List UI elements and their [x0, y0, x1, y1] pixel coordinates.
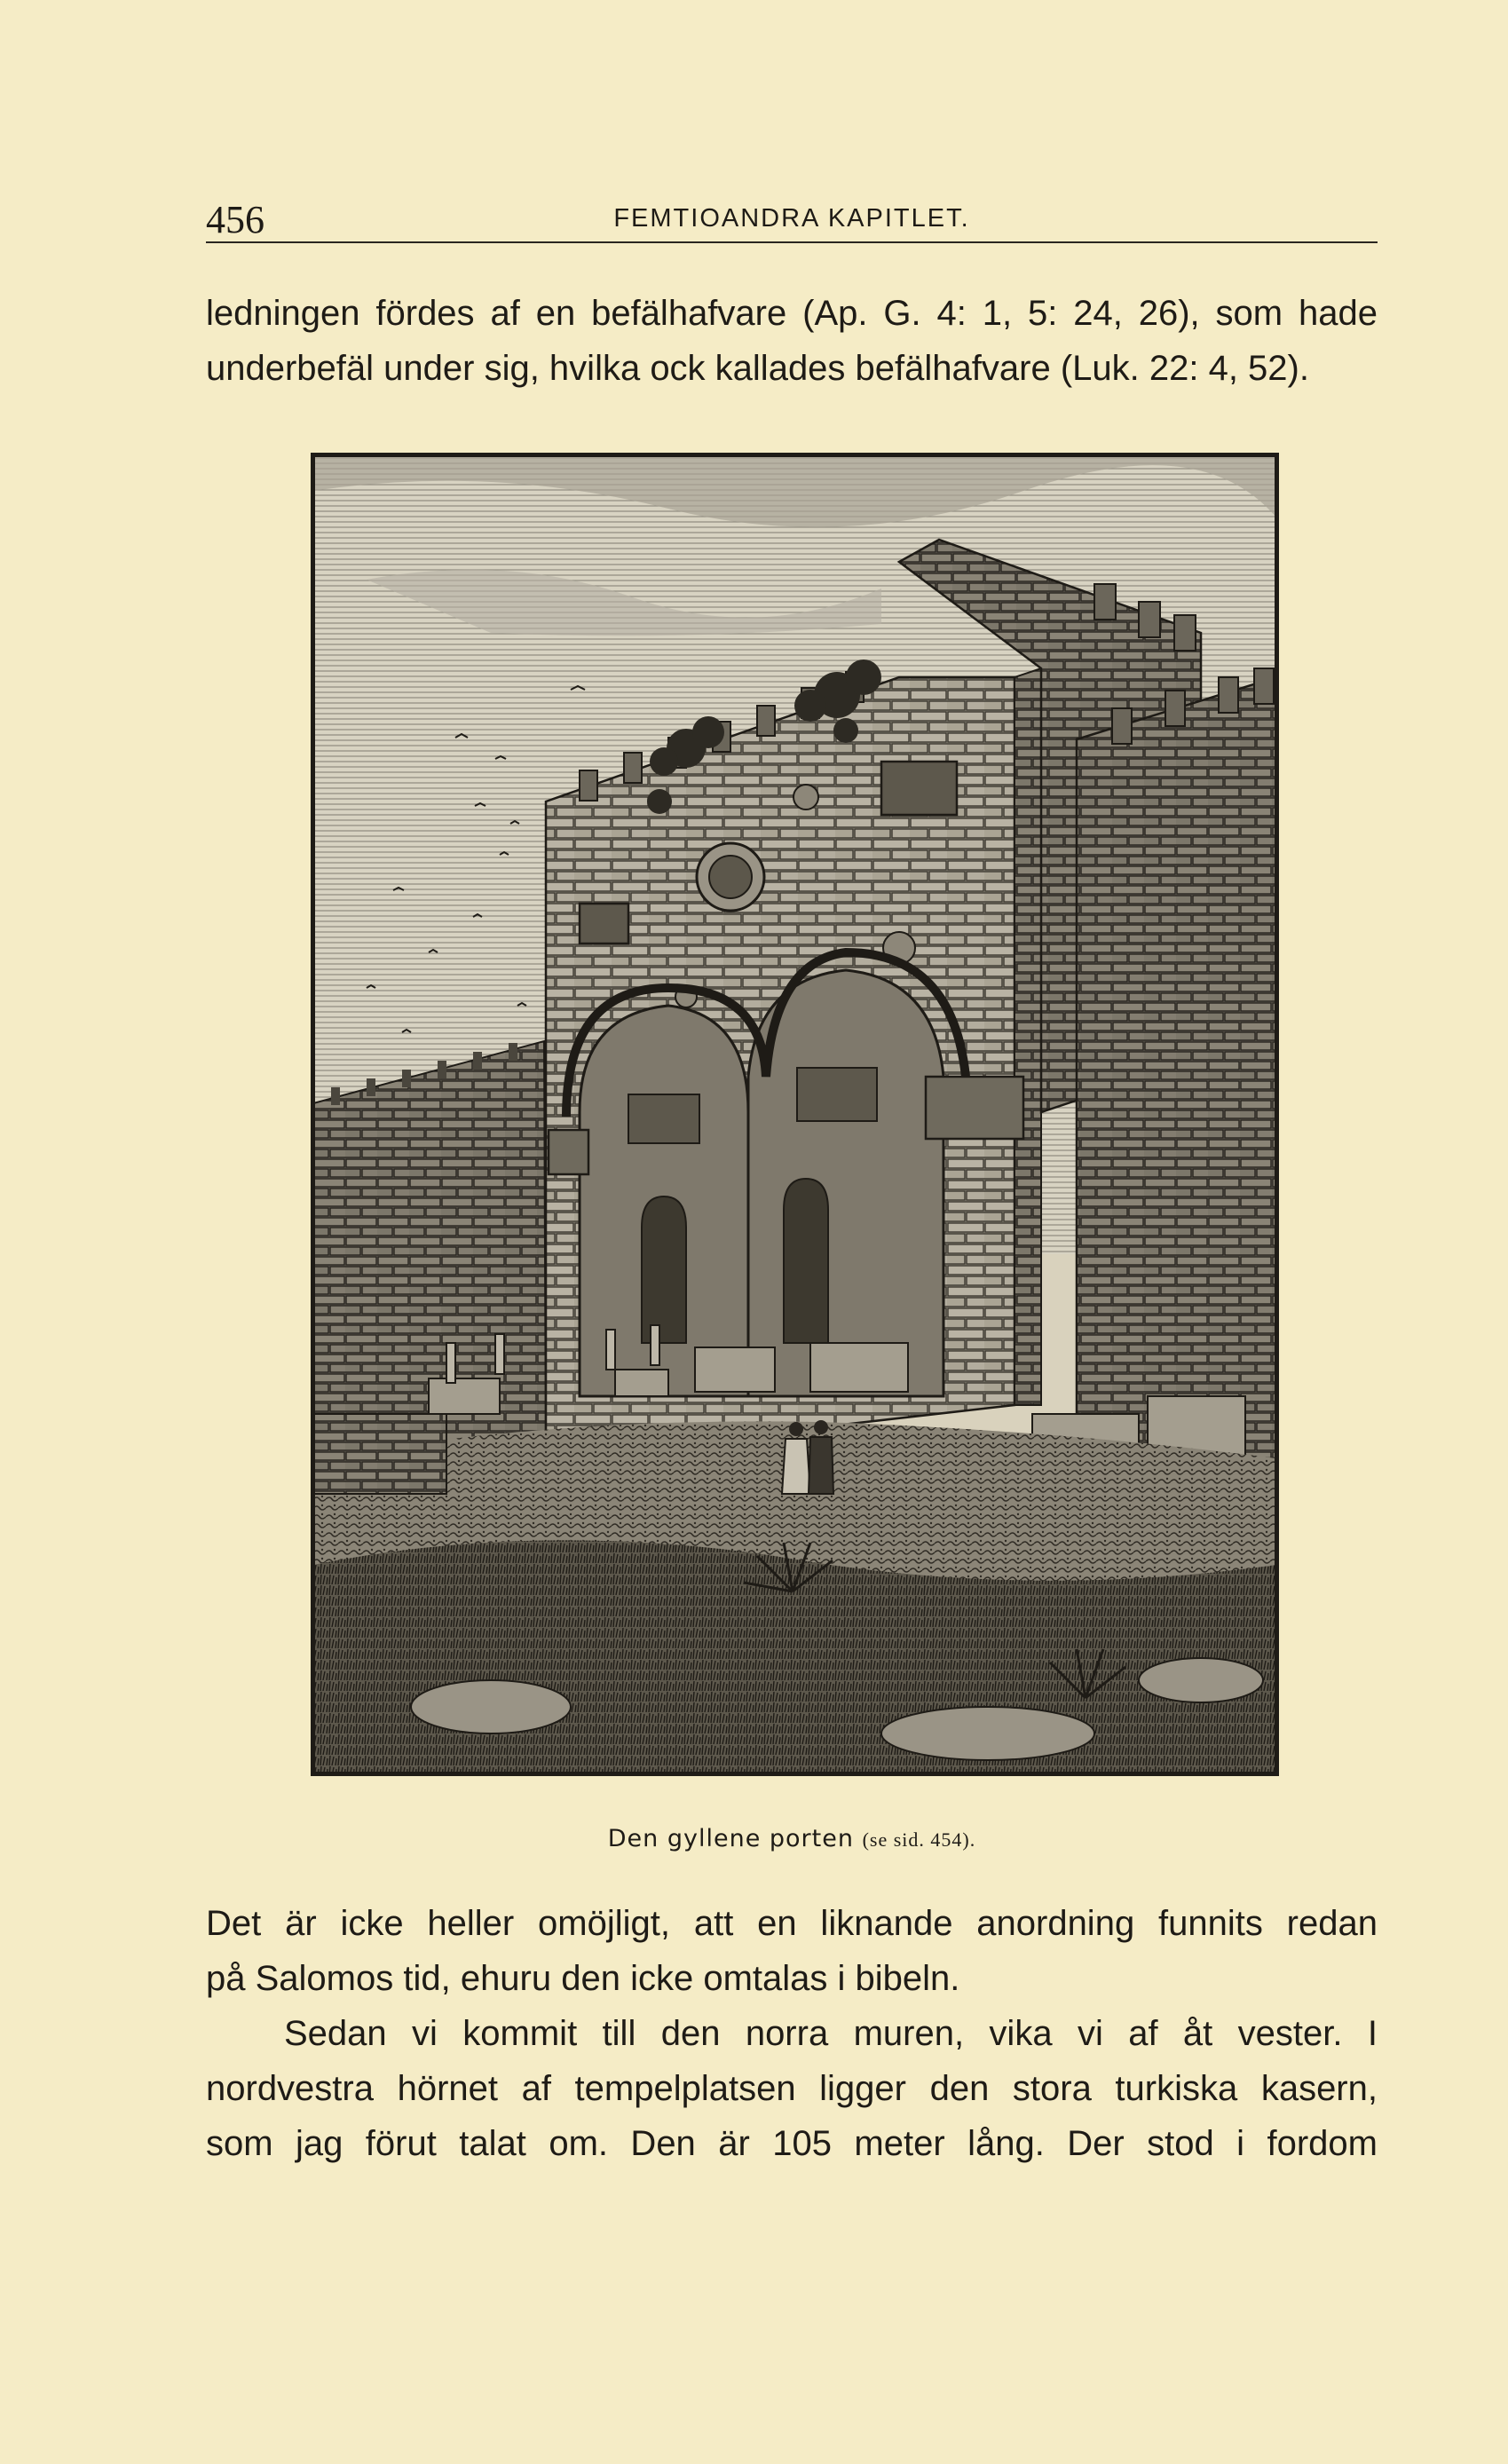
caption-title: Den gyllene porten [607, 1825, 854, 1852]
upper-window [580, 904, 628, 944]
page-header [206, 197, 1378, 243]
text-line: ledningen fördes af en befälhafvare (Ap. G. 4: 1, 5: 24, 26), som hade [206, 294, 1378, 333]
right-city-wall [1077, 677, 1276, 1458]
paragraph-bottom [206, 1896, 1378, 2171]
engraving-illustration [313, 455, 1276, 1773]
caption-reference: (se sid. 454). [862, 1828, 976, 1851]
gate-building-side [1015, 668, 1041, 1405]
paragraph-top [206, 286, 1378, 396]
double-arch-gateway [566, 952, 966, 1396]
running-head: FEMTIOANDRA KAPITLET. [613, 204, 970, 233]
text-line: Det är icke heller omöjligt, att en liknande anordning funnits redan [206, 1904, 1378, 1943]
page-number: 456 [206, 198, 264, 241]
text-line: nordvestra hörnet af tempelplatsen ligger den stora turkiska kasern, [206, 2069, 1378, 2108]
text-line: på Salomos tid, ehuru den icke omtalas i bibeln. [206, 1959, 960, 1998]
text-line: Sedan vi kommit till den norra muren, vika vi af åt vester. I [284, 2014, 1378, 2053]
header-rule [206, 241, 1378, 243]
upper-window [881, 762, 957, 815]
text-line: som jag förut talat om. Den är 105 meter lång. Der stod i fordom [206, 2124, 1378, 2163]
text-line: underbefäl under sig, hvilka ock kallades befälhafvare (Luk. 22: 4, 52). [206, 349, 1309, 388]
figure-caption [206, 1825, 1378, 1852]
golden-gate-engraving [311, 453, 1279, 1776]
